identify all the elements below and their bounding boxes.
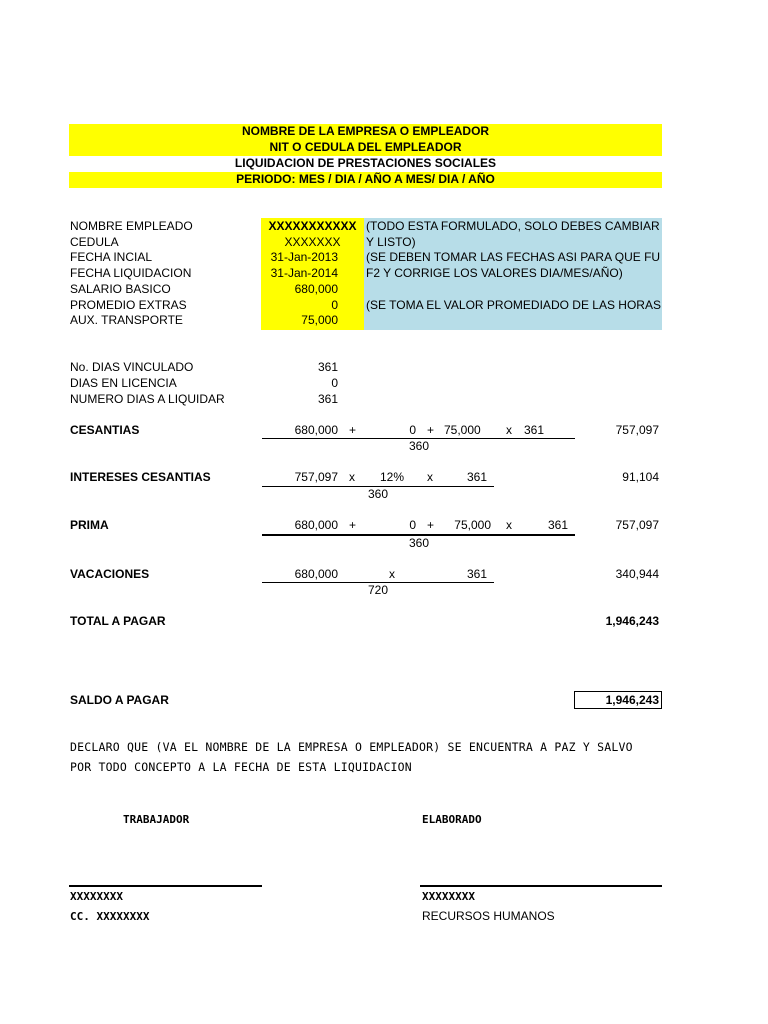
prima-label: PRIMA <box>70 518 109 532</box>
prima-plus-1: + <box>349 518 357 532</box>
intereses-base: 757,097 <box>294 470 338 484</box>
prima-divisor: 360 <box>408 536 430 550</box>
cesantias-salary: 680,000 <box>294 423 338 437</box>
label-aux-transporte: AUX. TRANSPORTE <box>70 313 183 327</box>
label-salario-basico: SALARIO BASICO <box>70 282 171 296</box>
prima-times: x <box>506 518 512 532</box>
prima-aux: 75,000 <box>454 518 491 532</box>
declaration-line-2: POR TODO CONCEPTO A LA FECHA DE ESTA LIQUIDACION <box>70 760 412 774</box>
label-dias-vinculado: No. DIAS VINCULADO <box>70 360 194 374</box>
cesantias-plus-2: + <box>427 423 435 437</box>
prima-days: 361 <box>547 518 568 532</box>
cesantias-days: 361 <box>524 423 545 437</box>
prima-result: 757,097 <box>615 518 659 532</box>
intereses-rate: 12% <box>379 470 404 484</box>
cesantias-result: 757,097 <box>615 423 659 437</box>
worker-name: XXXXXXXX <box>70 890 123 903</box>
label-dias-liquidar: NUMERO DIAS A LIQUIDAR <box>70 392 225 406</box>
prepared-dept: RECURSOS HUMANOS <box>422 909 555 923</box>
header-period: PERIODO: MES / DIA / AÑO A MES/ DIA / AÑO <box>69 172 662 188</box>
worker-title: TRABAJADOR <box>123 813 190 826</box>
vacaciones-times: x <box>389 567 395 581</box>
declaration-line-1: DECLARO QUE (VA EL NOMBRE DE LA EMPRESA O EMPLEADOR) SE ENCUENTRA A PAZ Y SALVO <box>70 740 633 754</box>
saldo-value: 1,946,243 <box>574 691 662 709</box>
employee-notes <box>366 218 662 330</box>
note-line-2: Y LISTO) <box>366 235 416 249</box>
label-fecha-liquidacion: FECHA LIQUIDACION <box>70 266 192 280</box>
intereses-times-1: x <box>349 470 355 484</box>
cesantias-extras: 0 <box>409 423 416 437</box>
prima-extras: 0 <box>409 518 416 532</box>
total-value: 1,946,243 <box>605 614 659 628</box>
prepared-signature-line <box>420 885 662 887</box>
prepared-name: XXXXXXXX <box>422 890 475 903</box>
header-nit: NIT O CEDULA DEL EMPLEADOR <box>69 140 662 156</box>
label-dias-licencia: DIAS EN LICENCIA <box>70 376 177 390</box>
value-nombre-empleado: XXXXXXXXXXX <box>268 219 357 233</box>
cesantias-plus-1: + <box>349 423 357 437</box>
note-line-3: (SE DEBEN TOMAR LAS FECHAS ASI PARA QUE FU <box>366 250 661 264</box>
worker-id: CC. XXXXXXXX <box>70 910 150 923</box>
intereses-divisor: 360 <box>367 487 389 501</box>
label-cedula: CEDULA <box>70 235 119 249</box>
saldo-label: SALDO A PAGAR <box>70 693 169 707</box>
cesantias-times: x <box>506 423 512 437</box>
intereses-times-2: x <box>427 470 433 484</box>
value-fecha-liquidacion: 31-Jan-2014 <box>270 266 338 280</box>
intereses-label: INTERESES CESANTIAS <box>70 470 211 484</box>
vacaciones-result: 340,944 <box>615 567 659 581</box>
vacaciones-salary: 680,000 <box>294 567 338 581</box>
note-line-6: (SE TOMA EL VALOR PROMEDIADO DE LAS HORAS <box>366 298 661 312</box>
worker-signature-line <box>69 885 262 887</box>
value-dias-licencia: 0 <box>331 376 338 390</box>
intereses-days: 361 <box>466 470 487 484</box>
header-company-name: NOMBRE DE LA EMPRESA O EMPLEADOR <box>69 124 662 140</box>
vacaciones-label: VACACIONES <box>70 567 150 581</box>
value-promedio-extras: 0 <box>331 298 338 312</box>
total-label: TOTAL A PAGAR <box>70 614 166 628</box>
cesantias-divisor: 360 <box>408 439 430 453</box>
value-dias-vinculado: 361 <box>317 360 338 374</box>
label-fecha-inicial: FECHA INCIAL <box>70 250 153 264</box>
note-line-4: F2 Y CORRIGE LOS VALORES DIA/MES/AÑO) <box>366 266 623 280</box>
prima-plus-2: + <box>427 518 435 532</box>
prepared-title: ELABORADO <box>422 813 482 826</box>
cesantias-label: CESANTIAS <box>70 423 140 437</box>
label-nombre-empleado: NOMBRE EMPLEADO <box>70 219 193 233</box>
value-salario-basico: 680,000 <box>294 282 338 296</box>
value-dias-liquidar: 361 <box>317 392 338 406</box>
intereses-result: 91,104 <box>622 470 659 484</box>
header-title: LIQUIDACION DE PRESTACIONES SOCIALES <box>234 156 497 170</box>
note-line-1: (TODO ESTA FORMULADO, SOLO DEBES CAMBIAR <box>366 219 660 233</box>
value-fecha-inicial: 31-Jan-2013 <box>270 250 338 264</box>
value-cedula: XXXXXXX <box>284 235 341 249</box>
prima-salary: 680,000 <box>294 518 338 532</box>
vacaciones-divisor: 720 <box>367 583 389 597</box>
label-promedio-extras: PROMEDIO EXTRAS <box>70 298 187 312</box>
cesantias-aux: 75,000 <box>444 423 481 437</box>
vacaciones-days: 361 <box>466 567 487 581</box>
value-aux-transporte: 75,000 <box>301 313 338 327</box>
